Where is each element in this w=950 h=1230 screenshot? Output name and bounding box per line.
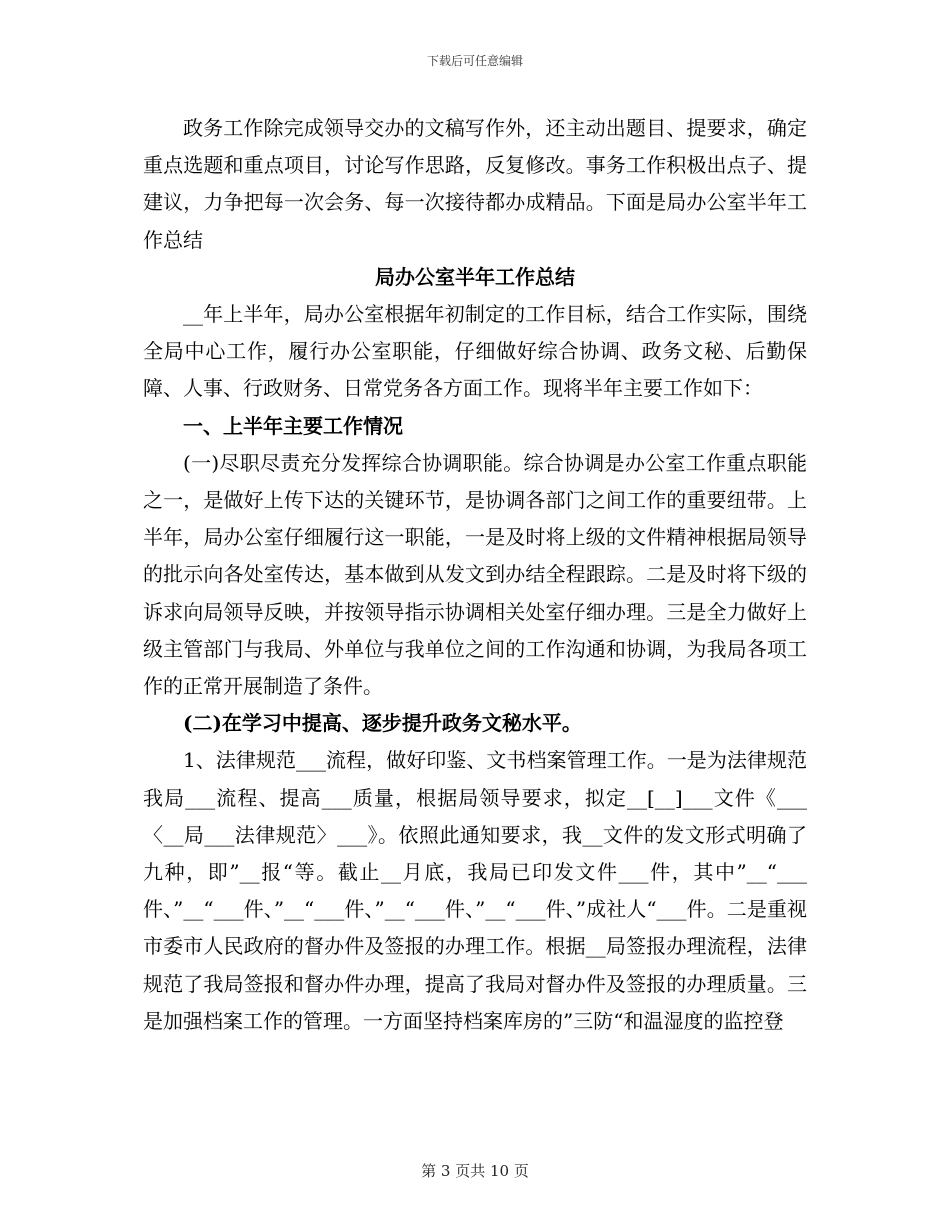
paragraph-2: (一)尽职尽责充分发挥综合协调职能。综合协调是办公室工作重点职能之一，是做好上传下达的关键环节，是协调各部门之间工作的重要纽带。上半年，局办公室仔细履行这一职能，一是及时将上级的文件精神根据局领导的批示向各处室传达，基本做到从发文到办结全程跟踪。二是及时将下级的诉求向局领导反映，并按领导指示协调相关处室仔细办理。三是全力做好上级主管部门与我局、外单位与我单位之间的工作沟通和协调，为我局各项工作的正常开展制造了条件。 [143, 450, 807, 699]
document-title: 局办公室半年工作总结 [375, 264, 575, 289]
paragraph-1: __年上半年，局办公室根据年初制定的工作目标，结合工作实际，围绕全局中心工作，履行办公室职能，仔细做好综合协调、政务文秘、后勤保障、人事、行政财务、日常党务各方面工作。现将半年主要工作如下： [143, 302, 807, 401]
section-heading-2: (二)在学习中提高、逐步提升政务文秘水平。 [183, 711, 582, 736]
intro-paragraph: 政务工作除完成领导交办的文稿写作外，还主动出题目、提要求，确定重点选题和重点项目，讨论写作思路，反复修改。事务工作积极出点子、提建议，力争把每一次会务、每一次接待都办成精品。下面是局办公室半年工作总结 [143, 116, 807, 252]
section-heading-1: 一、上半年主要工作情况 [183, 413, 403, 438]
document-body [143, 110, 807, 1040]
paragraph-3: 1、法律规范___流程，做好印鉴、文书档案管理工作。一是为法律规范我局___流程、提高___质量，根据局领导要求，拟定__[__]___文件《___〈__局___法律规范〉___》。依照此通知要求，我__文件的发文形式明确了九种，即”__报“等。截止__月底，我局已印发文件___件，其中”__“___件、”__“___件、”__“___件、”__“___件、”__“___件、”成社人“___件。二是重视市委市人民政府的督办件及签报的办理工作。根据__局签报办理流程，法律规范了我局签报和督办件办理，提高了我局对督办件及签报的办理质量。三是加强档案工作的管理。一方面坚持档案库房的”三防“和温湿度的监控登 [143, 748, 807, 1033]
page-number: 第 3 页共 10 页 [421, 1162, 529, 1180]
header-note: 下载后可任意编辑 [426, 54, 523, 68]
